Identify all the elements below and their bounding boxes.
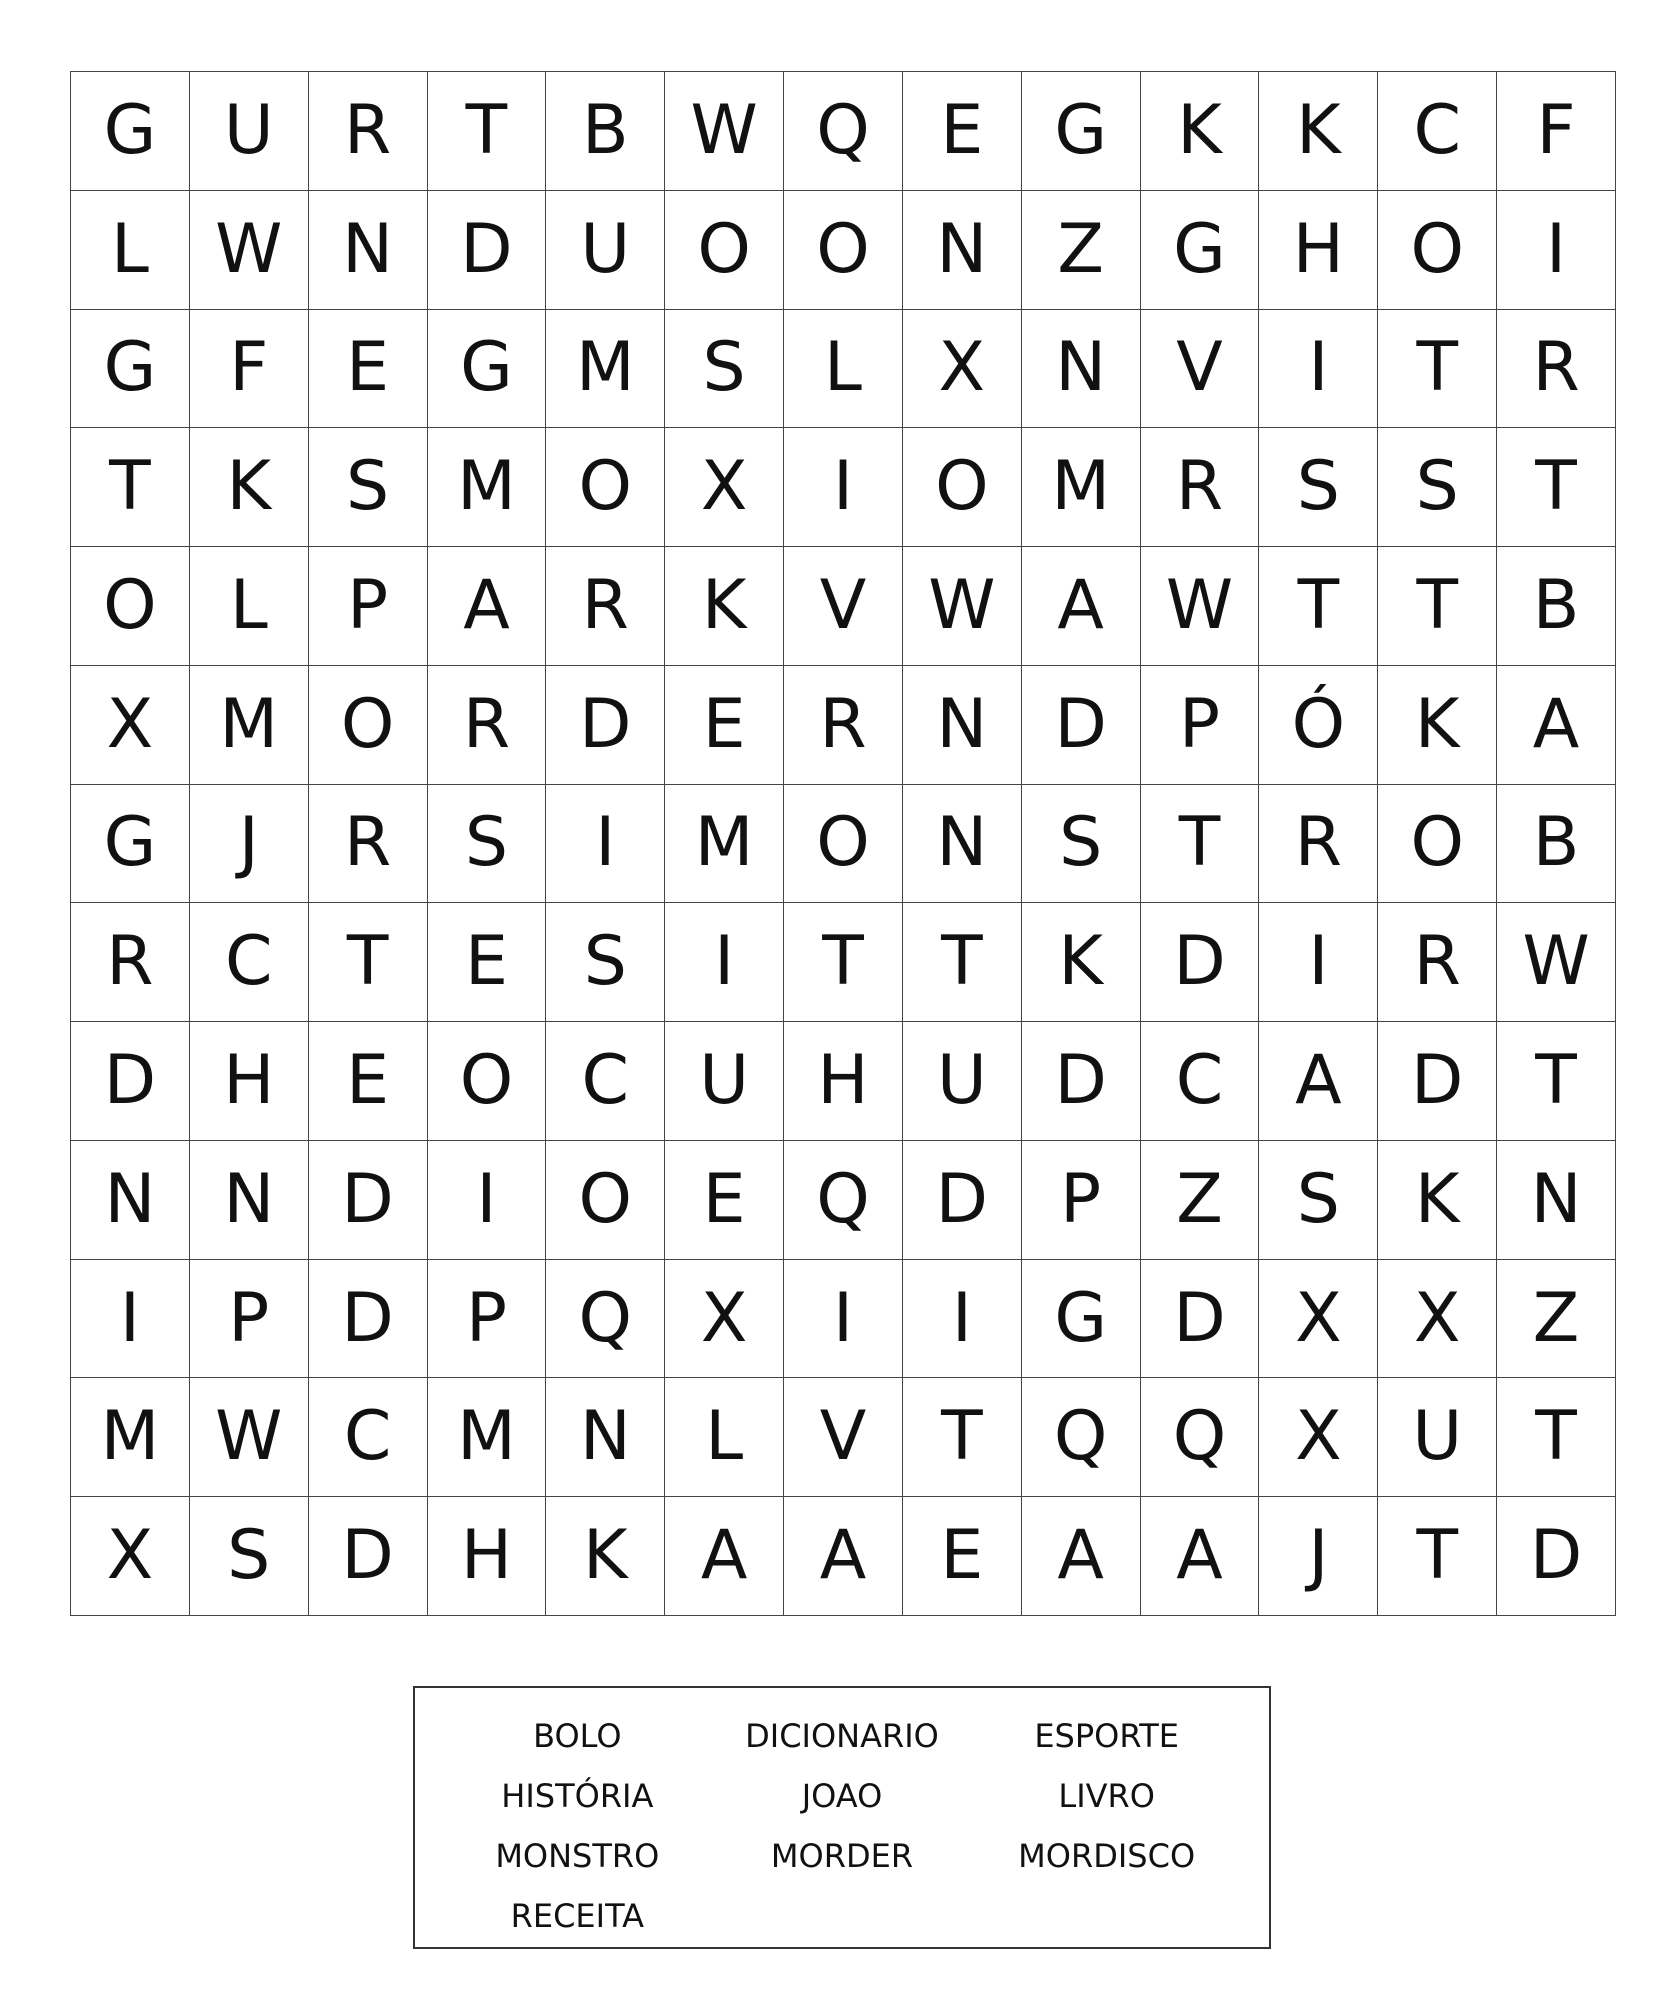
grid-cell[interactable]: D [309,1497,428,1616]
grid-cell[interactable]: A [1022,547,1141,666]
grid-cell[interactable]: R [309,785,428,904]
grid-cell[interactable]: R [784,666,903,785]
grid-cell[interactable]: O [1378,785,1497,904]
grid-cell[interactable]: O [546,428,665,547]
grid-cell[interactable]: Q [1141,1378,1260,1497]
grid-cell[interactable]: Q [546,1260,665,1379]
grid-cell[interactable]: E [903,72,1022,191]
grid-cell[interactable]: W [903,547,1022,666]
grid-cell[interactable]: M [665,785,784,904]
grid-cell[interactable]: X [1378,1260,1497,1379]
grid-cell[interactable]: N [903,191,1022,310]
grid-cell[interactable]: T [1259,547,1378,666]
grid-cell[interactable]: S [546,903,665,1022]
grid-cell[interactable]: J [1259,1497,1378,1616]
word-list-item: MONSTRO [495,1837,660,1875]
grid-cell[interactable]: D [428,191,547,310]
grid-cell[interactable]: O [71,547,190,666]
grid-cell[interactable]: M [71,1378,190,1497]
grid-cell[interactable]: W [665,72,784,191]
grid-cell[interactable]: S [309,428,428,547]
grid-cell[interactable]: S [1259,428,1378,547]
grid-cell[interactable]: K [1378,666,1497,785]
grid-cell[interactable]: O [546,1141,665,1260]
grid-cell[interactable]: B [546,72,665,191]
grid-cell[interactable]: T [903,1378,1022,1497]
grid-cell[interactable]: Z [1141,1141,1260,1260]
word-list-item: HISTÓRIA [501,1777,654,1815]
grid-cell[interactable]: Z [1022,191,1141,310]
grid-cell[interactable]: S [428,785,547,904]
grid-cell[interactable]: D [1141,903,1260,1022]
grid-cell[interactable]: F [1497,72,1616,191]
grid-cell[interactable]: C [1141,1022,1260,1141]
grid-cell[interactable]: I [784,1260,903,1379]
grid-cell[interactable]: O [665,191,784,310]
grid-cell[interactable]: C [309,1378,428,1497]
grid-cell[interactable]: N [71,1141,190,1260]
grid-cell[interactable]: P [309,547,428,666]
grid-cell[interactable]: D [71,1022,190,1141]
grid-cell[interactable]: K [1378,1141,1497,1260]
grid-cell[interactable]: G [1141,191,1260,310]
grid-cell[interactable]: E [428,903,547,1022]
grid-cell[interactable]: C [1378,72,1497,191]
grid-cell[interactable]: S [1022,785,1141,904]
grid-cell[interactable]: X [1259,1378,1378,1497]
grid-cell[interactable]: M [428,1378,547,1497]
grid-cell[interactable]: L [71,191,190,310]
grid-cell[interactable]: P [190,1260,309,1379]
grid-cell[interactable]: X [71,666,190,785]
grid-cell[interactable]: R [1141,428,1260,547]
grid-cell[interactable]: I [71,1260,190,1379]
grid-cell[interactable]: K [665,547,784,666]
grid-cell[interactable]: O [903,428,1022,547]
word-list-item: RECEITA [510,1897,645,1935]
grid-cell[interactable]: B [1497,547,1616,666]
grid-cell[interactable]: N [309,191,428,310]
grid-cell[interactable]: D [903,1141,1022,1260]
grid-cell[interactable]: L [784,310,903,429]
grid-cell[interactable]: W [190,191,309,310]
grid-cell[interactable]: L [190,547,309,666]
grid-cell[interactable]: M [1022,428,1141,547]
grid-cell[interactable]: T [1378,1497,1497,1616]
grid-cell[interactable]: T [1141,785,1260,904]
word-list-item: ESPORTE [1034,1717,1179,1755]
grid-cell[interactable]: K [1259,72,1378,191]
grid-cell[interactable]: T [428,72,547,191]
grid-cell[interactable]: N [546,1378,665,1497]
grid-cell[interactable]: X [1259,1260,1378,1379]
grid-cell[interactable]: G [1022,1260,1141,1379]
grid-cell[interactable]: Q [784,72,903,191]
grid-cell[interactable]: A [428,547,547,666]
grid-cell[interactable]: C [546,1022,665,1141]
grid-cell[interactable]: T [903,903,1022,1022]
grid-cell[interactable]: R [309,72,428,191]
grid-cell[interactable]: X [71,1497,190,1616]
grid-cell[interactable]: S [190,1497,309,1616]
grid-cell[interactable]: L [665,1378,784,1497]
grid-cell[interactable]: A [1497,666,1616,785]
grid-cell[interactable]: O [428,1022,547,1141]
word-list-item: BOLO [533,1717,622,1755]
word-list-item: LIVRO [1058,1777,1155,1815]
grid-cell[interactable]: T [309,903,428,1022]
grid-cell[interactable]: H [784,1022,903,1141]
word-list [413,1686,1271,1949]
grid-cell[interactable]: A [1259,1022,1378,1141]
grid-cell[interactable]: T [1497,1378,1616,1497]
grid-cell[interactable]: K [1022,903,1141,1022]
grid-cell[interactable]: J [190,785,309,904]
grid-cell[interactable]: I [784,428,903,547]
grid-cell[interactable]: R [1259,785,1378,904]
grid-cell[interactable]: R [1497,310,1616,429]
grid-cell[interactable]: E [665,1141,784,1260]
grid-cell[interactable]: R [71,903,190,1022]
grid-cell[interactable]: N [903,666,1022,785]
grid-cell[interactable]: D [546,666,665,785]
grid-cell[interactable]: G [71,785,190,904]
grid-cell[interactable]: U [665,1022,784,1141]
grid-cell[interactable]: I [1497,191,1616,310]
grid-cell[interactable]: W [1141,547,1260,666]
grid-cell[interactable]: E [309,310,428,429]
word-list-item: JOAO [801,1777,883,1815]
grid-cell[interactable]: T [784,903,903,1022]
grid-cell[interactable]: H [190,1022,309,1141]
word-list-item: DICIONARIO [745,1717,939,1755]
grid-cell[interactable]: D [1497,1497,1616,1616]
grid-cell[interactable]: R [546,547,665,666]
grid-cell[interactable]: V [784,547,903,666]
grid-cell[interactable]: G [71,310,190,429]
word-list-item: MORDISCO [1018,1837,1196,1875]
grid-cell[interactable]: T [1497,428,1616,547]
grid-cell[interactable]: B [1497,785,1616,904]
grid-cell[interactable]: E [903,1497,1022,1616]
grid-cell[interactable]: I [903,1260,1022,1379]
grid-cell[interactable]: G [1022,72,1141,191]
grid-cell[interactable]: M [190,666,309,785]
grid-cell[interactable]: R [428,666,547,785]
grid-cell[interactable]: N [1497,1141,1616,1260]
grid-cell[interactable]: W [1497,903,1616,1022]
grid-cell[interactable]: D [1141,1260,1260,1379]
grid-cell[interactable]: A [784,1497,903,1616]
grid-cell[interactable]: Q [784,1141,903,1260]
grid-cell[interactable]: P [1141,666,1260,785]
grid-cell[interactable]: U [546,191,665,310]
word-search-grid [70,71,1616,1616]
grid-cell[interactable]: D [309,1260,428,1379]
grid-cell[interactable]: X [903,310,1022,429]
grid-cell[interactable]: K [190,428,309,547]
grid-cell[interactable]: T [1497,1022,1616,1141]
grid-cell[interactable]: V [784,1378,903,1497]
grid-cell[interactable]: O [309,666,428,785]
grid-cell[interactable]: I [665,903,784,1022]
grid-cell[interactable]: Z [1497,1260,1616,1379]
grid-cell[interactable]: Ó [1259,666,1378,785]
grid-cell[interactable]: T [1378,547,1497,666]
grid-cell[interactable]: W [190,1378,309,1497]
grid-cell[interactable]: E [309,1022,428,1141]
word-list-item: MORDER [770,1837,914,1875]
grid-cell[interactable]: U [903,1022,1022,1141]
grid-cell[interactable]: D [309,1141,428,1260]
grid-cell[interactable]: H [428,1497,547,1616]
grid-cell[interactable]: G [428,310,547,429]
grid-cell[interactable]: D [1022,666,1141,785]
grid-cell[interactable]: I [546,785,665,904]
grid-cell[interactable]: A [1141,1497,1260,1616]
grid-cell[interactable]: S [1259,1141,1378,1260]
grid-cell[interactable]: D [1378,1022,1497,1141]
grid-cell[interactable]: U [1378,1378,1497,1497]
grid-cell[interactable]: M [546,310,665,429]
grid-cell[interactable]: Q [1022,1378,1141,1497]
grid-cell[interactable]: K [1141,72,1260,191]
grid-cell[interactable]: D [1022,1022,1141,1141]
grid-cell[interactable]: X [665,1260,784,1379]
grid-cell[interactable]: E [665,666,784,785]
grid-cell[interactable]: T [71,428,190,547]
grid-cell[interactable]: A [1022,1497,1141,1616]
grid-cell[interactable]: A [665,1497,784,1616]
grid-cell[interactable]: F [190,310,309,429]
grid-cell[interactable]: U [190,72,309,191]
grid-cell[interactable]: T [1378,310,1497,429]
grid-cell[interactable]: I [1259,310,1378,429]
grid-cell[interactable]: S [665,310,784,429]
grid-cell[interactable]: P [1022,1141,1141,1260]
grid-cell[interactable]: V [1141,310,1260,429]
grid-cell[interactable]: G [71,72,190,191]
grid-cell[interactable]: S [1378,428,1497,547]
grid-cell[interactable]: N [903,785,1022,904]
grid-cell[interactable]: O [1378,191,1497,310]
grid-cell[interactable]: X [665,428,784,547]
grid-cell[interactable]: N [190,1141,309,1260]
grid-cell[interactable]: R [1378,903,1497,1022]
grid-cell[interactable]: C [190,903,309,1022]
grid-cell[interactable]: K [546,1497,665,1616]
grid-cell[interactable]: M [428,428,547,547]
grid-cell[interactable]: H [1259,191,1378,310]
grid-cell[interactable]: P [428,1260,547,1379]
grid-cell[interactable]: O [784,785,903,904]
grid-cell[interactable]: N [1022,310,1141,429]
grid-cell[interactable]: I [1259,903,1378,1022]
grid-cell[interactable]: O [784,191,903,310]
grid-cell[interactable]: I [428,1141,547,1260]
